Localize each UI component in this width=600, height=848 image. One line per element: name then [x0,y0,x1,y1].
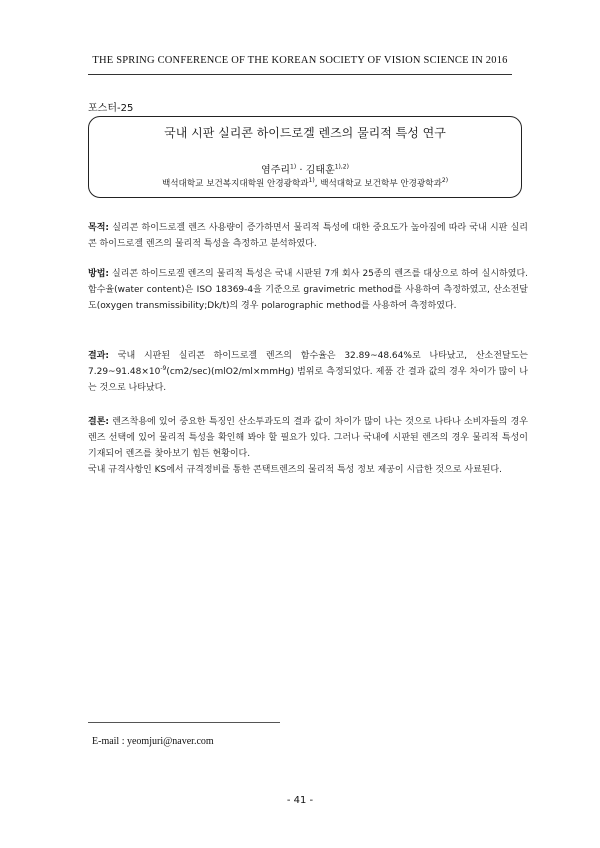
section-purpose [88,220,528,252]
affiliation-mark: 1) [308,177,315,185]
title-box [88,116,522,198]
section-paragraph [88,220,528,252]
section-label: 결론: [88,417,109,427]
poster-label: 포스터-25 [88,103,134,114]
section-result [88,348,528,396]
section-paragraph [88,348,528,396]
section-text: 국내 규격사항인 KS에서 규격정비를 통한 콘택트렌즈의 물리적 특성 정보 제공이 시급한 것으로 사료된다. [88,465,502,475]
section-paragraph [88,414,528,462]
section-text: 실리콘 하이드로겔 렌즈 사용량이 증가하면서 물리적 특성에 대한 중요도가 높아짐에 따라 국내 시판 실리콘 하이드로겔 렌즈의 물리적 특성을 측정하고 분석하였다. [88,223,528,249]
section-text: 실리콘 하이드로겔 렌즈의 물리적 특성은 국내 시판된 7개 회사 25종의 렌즈를 대상으로 하여 실시하였다. 함수율(water content)은 ISO 18369-4을 기준으로 gravimetric method를 사용하여 측정하였고, 산소전달도(oxygen transmissibility;Dk/t)의 경우 polarographic method를 사용하여 측정하였다. [88,269,528,311]
author-name: 김태훈 [305,165,335,176]
section-conclusion [88,414,528,478]
section-method [88,266,528,314]
affiliations [89,177,521,189]
author-affiliation-mark: 1),2) [334,163,349,171]
author-affiliation-mark: 1) [290,163,297,171]
affiliation-separator: , [314,179,318,189]
section-label: 결과: [88,351,109,361]
exponent: -9 [160,365,167,372]
email-footnote: E-mail : yeomjuri@naver.com [92,736,214,747]
section-text: 국내 시판된 실리콘 하이드로겔 렌즈의 함수율은 32.89~48.64%로 나타났고, 산소전달도는 7.29~91.48×10 [88,351,528,377]
section-paragraph [88,266,528,314]
paper-title: 국내 시판 실리콘 하이드로겔 렌즈의 물리적 특성 연구 [164,126,446,140]
authors [89,161,521,176]
footnote-rule [88,722,280,723]
header-rule [88,74,512,75]
section-text-cont: (cm2/sec)(mlO2/ml×mmHg) 범위로 측정되었다. 제품 간 결과 값의 경우 차이가 많이 나는 것으로 나타났다. [88,367,528,393]
affiliation: 백석대학교 보건학부 안경광학과 [320,179,442,189]
section-label: 방법: [88,269,109,279]
section-label: 목적: [88,223,109,233]
page-number: - 41 - [286,795,314,806]
section-paragraph [88,462,528,478]
author-name: 염주리 [261,165,291,176]
conference-header: THE SPRING CONFERENCE OF THE KOREAN SOCIETY OF VISION SCIENCE IN 2016 [92,55,508,66]
author-separator: · [299,165,303,176]
affiliation: 백석대학교 보건복지대학원 안경광학과 [161,179,309,189]
affiliation-mark: 2) [441,177,449,185]
section-text: 렌즈착용에 있어 중요한 특징인 산소투과도의 결과 값이 차이가 많이 나는 것으로 나타나 소비자들의 경우 렌즈 선택에 있어 물리적 특성을 확인해 봐야 할 필요가 있다. 그러나 국내에 시판된 렌즈의 경우 물리적 특성이 기재되어 렌즈를 찾아보기 힘든 현황이다. [88,417,528,459]
